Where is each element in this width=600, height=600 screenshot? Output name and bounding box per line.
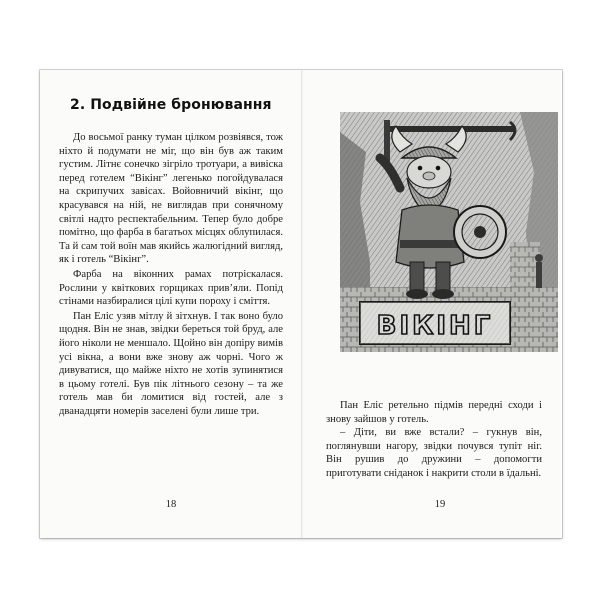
right-body-text	[326, 399, 542, 481]
paragraph: Фарба на віконних рамах потріскалася. Рослини у квіткових горщиках прив’яли. Попід стінами назбиралися цілі купи пороху і сміття.	[59, 268, 283, 308]
paragraph: – Діти, ви вже встали? – гукнув він, поглянувши нагору, звідки почувся тупіт ніг. Він рушив до дружини – допомогти приготувати сніданок і накрити столи в їдальні.	[326, 427, 542, 479]
viking-engraving-image	[340, 112, 558, 352]
viking-illustration	[340, 112, 558, 352]
left-body-text	[59, 131, 283, 418]
paragraph: До восьмої ранку туман цілком розвіявся, тож ніхто й подумати не міг, що він був аж таким густим. Літнє сонечко зігріло тротуари, а вивіска перед готелем “Вікінг” легенько погойдувалася на скрипучих завісах. Войовничий вікінг, що красувався на ній, не виглядав при сонячному світлі надто респектабельним. Тепер було добре помітно, що фарба в багатьох місцях облупилася. Та й сам той воїн мав якийсь жалюгідний вигляд, як і готель “Вікінг”.	[59, 132, 283, 266]
right-page	[302, 70, 562, 538]
page-number: 18	[165, 499, 177, 510]
svg-text:ВІКІНГ: ВІКІНГ	[376, 311, 494, 341]
left-page	[40, 70, 302, 538]
paragraph: Пан Еліс узяв мітлу й зітхнув. І так воно було щодня. Він не знав, звідки береться той бруд, але його ніколи не меншало. Щойно він допіру вимів усі вікна, а вони вже знову аж чорні. Чого ж дивуватися, що майже ніхто не хотів зупинятися в цьому готелі. Був пік літнього сезону – та же готель мав би ломитися від гостей, але з дванадцяти номерів заселені були лише три.	[59, 310, 283, 417]
chapter-title: 2. Подвійне бронювання	[70, 97, 272, 113]
paragraph: Пан Еліс ретельно підмів передні сходи і знову зайшов у готель.	[326, 400, 542, 425]
page-number: 19	[434, 499, 446, 510]
